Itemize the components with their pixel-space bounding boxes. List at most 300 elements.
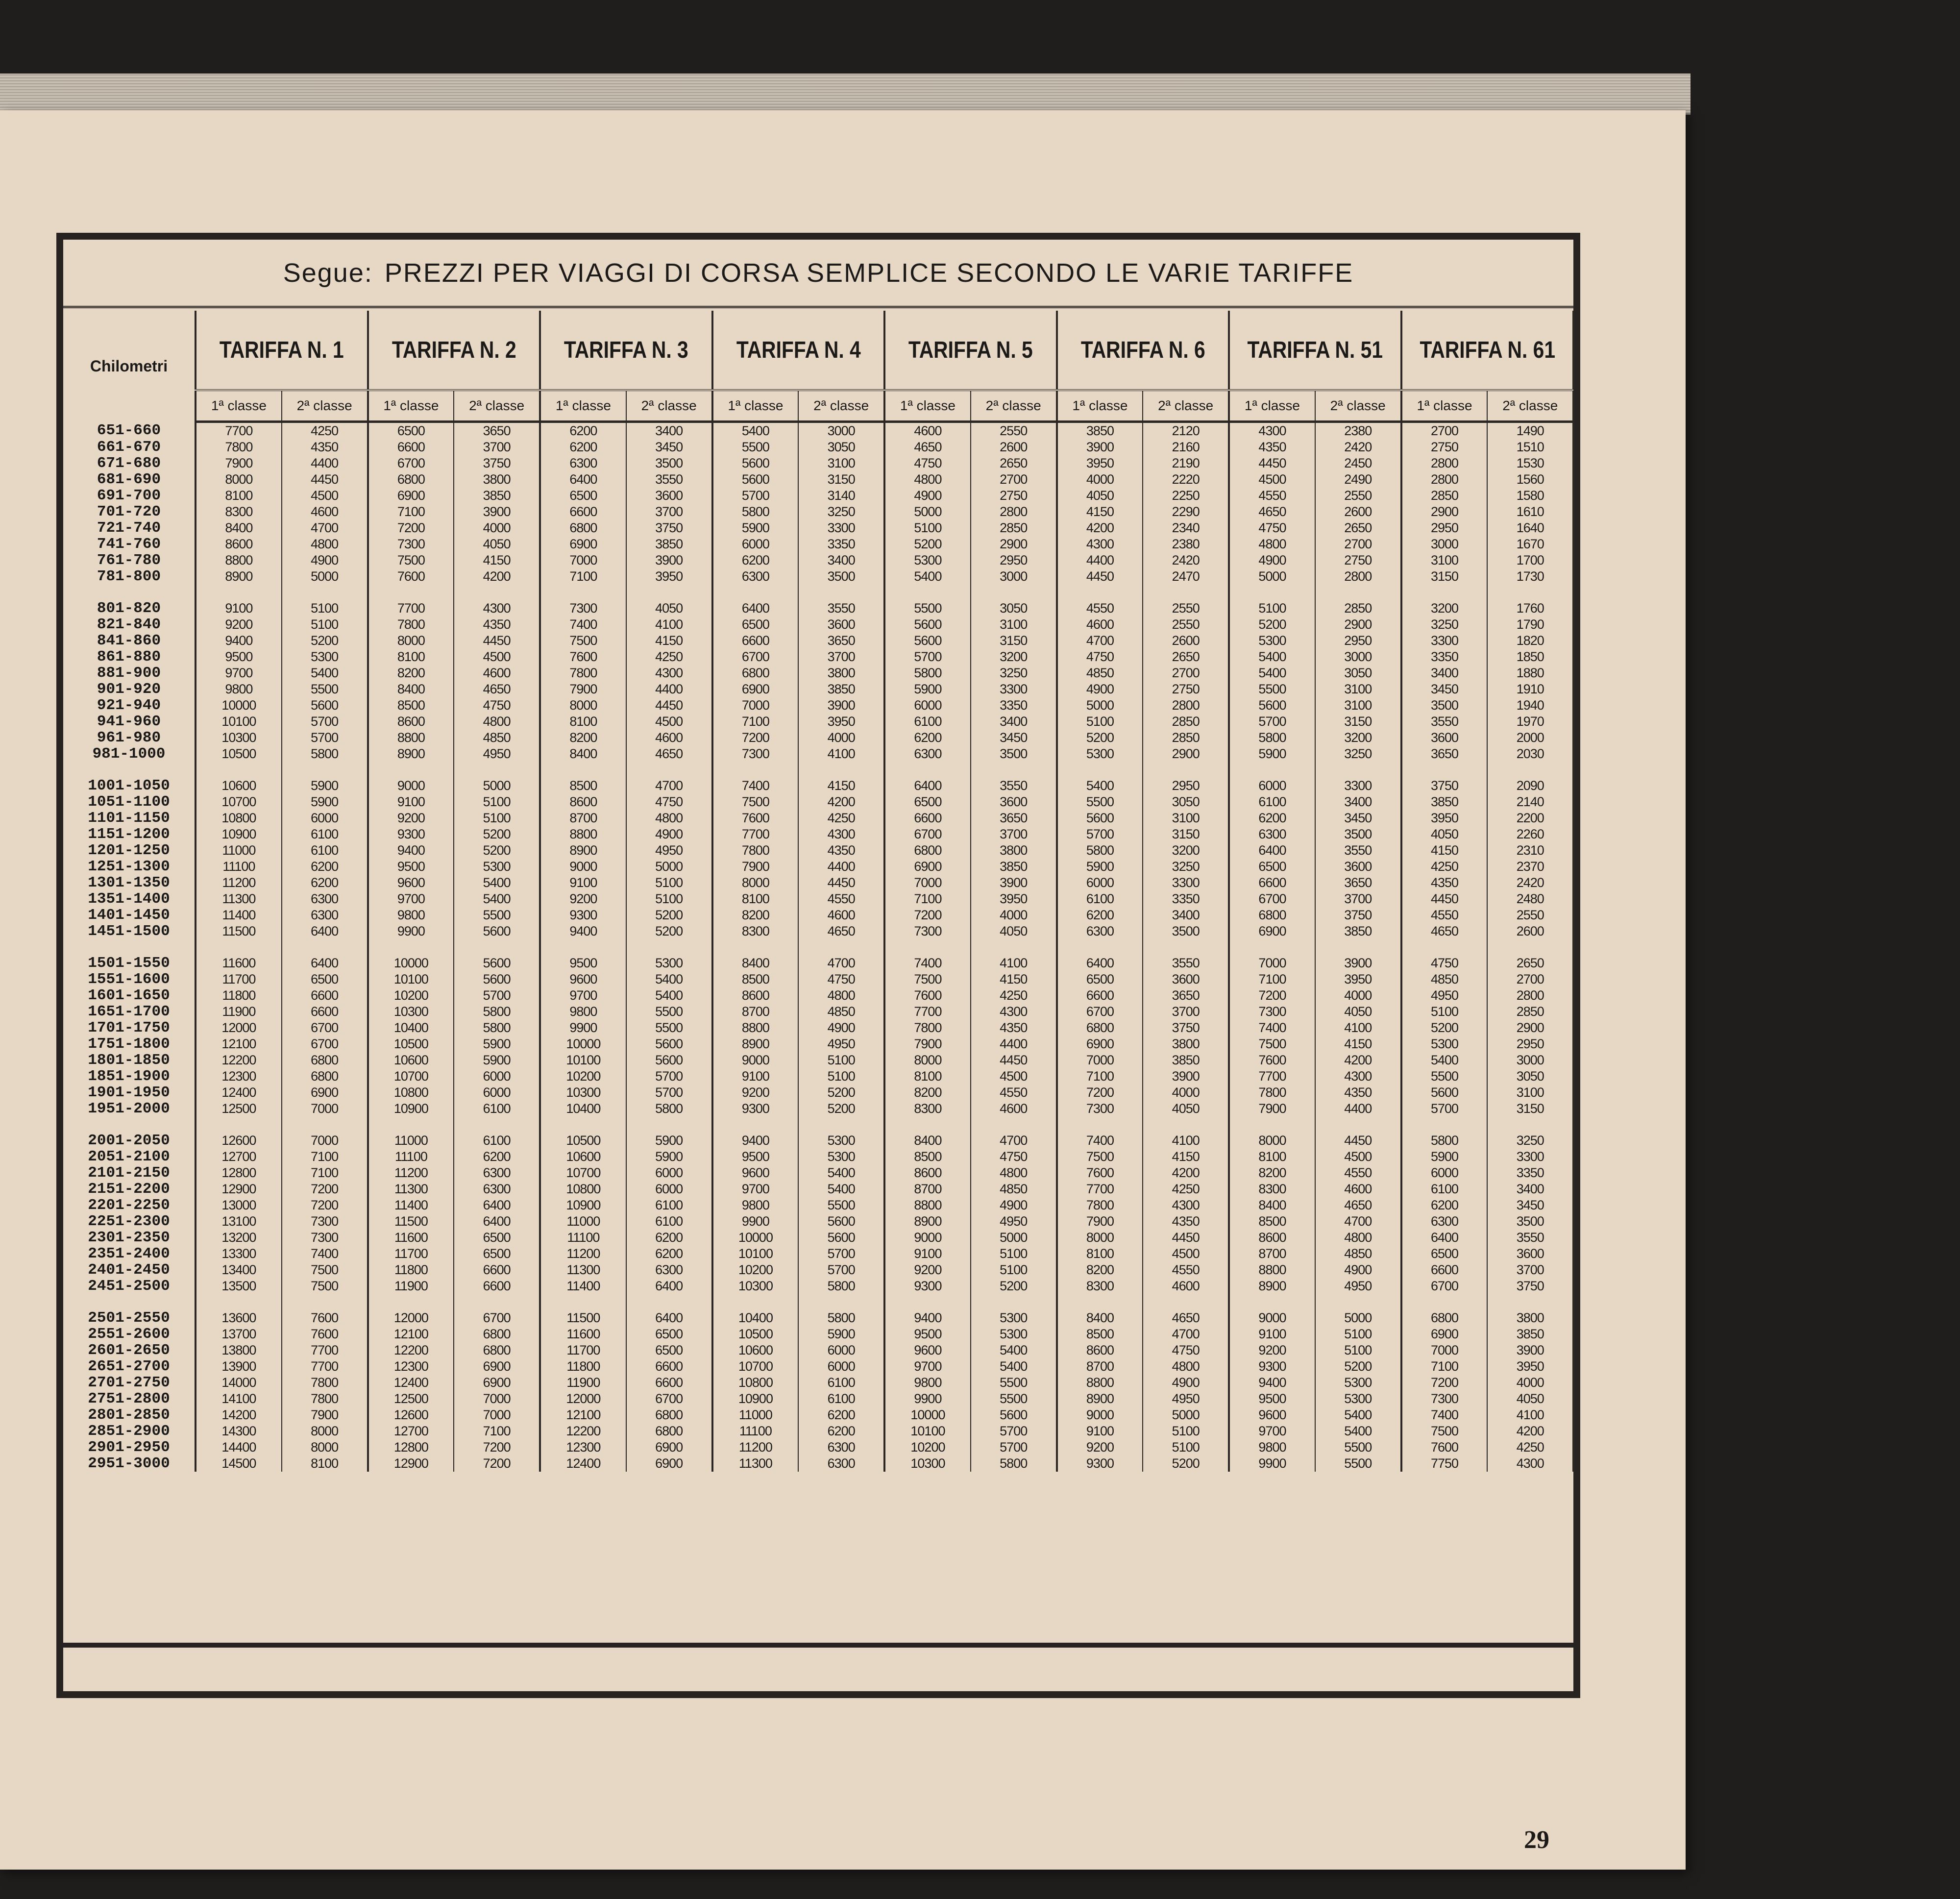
price-class2-cell: 4500	[1315, 1149, 1401, 1165]
price-class1-cell: 12600	[196, 1133, 282, 1149]
km-range-cell: 881-900	[63, 665, 196, 681]
price-class2-cell: 3700	[971, 826, 1057, 842]
price-class1-cell: 3350	[1401, 649, 1488, 665]
price-class1-cell: 7900	[1229, 1101, 1315, 1117]
price-class2-cell: 7600	[282, 1310, 368, 1326]
table-row	[63, 1165, 1573, 1181]
price-class2-cell: 4600	[282, 504, 368, 520]
price-class1-cell: 10500	[712, 1326, 799, 1342]
separator-cell	[540, 762, 626, 778]
class1-header: 1ª classe	[368, 390, 454, 422]
price-class2-cell: 3100	[1315, 697, 1401, 714]
price-class2-cell: 2850	[1487, 1004, 1573, 1020]
price-class1-cell: 7300	[712, 746, 799, 762]
price-class1-cell: 4800	[1229, 536, 1315, 552]
separator-cell	[798, 1117, 884, 1133]
separator-cell	[798, 762, 884, 778]
km-range-cell: 681-690	[63, 471, 196, 488]
price-class1-cell: 12100	[368, 1326, 454, 1342]
price-class1-cell: 6500	[712, 617, 799, 633]
separator-cell	[1229, 1294, 1315, 1310]
price-class2-cell: 3550	[1487, 1230, 1573, 1246]
price-class2-cell: 5100	[971, 1262, 1057, 1278]
price-class2-cell: 2850	[971, 520, 1057, 536]
price-class1-cell: 6700	[1057, 1004, 1143, 1020]
separator-cell	[196, 762, 282, 778]
price-class1-cell: 5200	[884, 536, 971, 552]
table-row	[63, 1068, 1573, 1085]
price-class2-cell: 5500	[626, 1004, 712, 1020]
price-class2-cell: 2650	[1487, 955, 1573, 971]
table-row	[63, 649, 1573, 665]
price-class1-cell: 2900	[1401, 504, 1488, 520]
price-class1-cell: 11600	[540, 1326, 626, 1342]
price-class2-cell: 3000	[971, 568, 1057, 585]
class2-header: 2ª classe	[282, 390, 368, 422]
price-class1-cell: 9100	[884, 1246, 971, 1262]
table-row	[63, 859, 1573, 875]
price-class1-cell: 6000	[1229, 778, 1315, 794]
price-class2-cell: 2850	[1143, 730, 1229, 746]
price-class2-cell: 2800	[971, 504, 1057, 520]
price-class2-cell: 4350	[454, 617, 540, 633]
separator-cell	[884, 585, 971, 600]
separator-cell	[1229, 939, 1315, 955]
price-class1-cell: 11000	[368, 1133, 454, 1149]
price-class1-cell: 6400	[1057, 955, 1143, 971]
price-class1-cell: 5100	[1401, 1004, 1488, 1020]
price-class2-cell: 5300	[798, 1133, 884, 1149]
price-class1-cell: 5600	[1057, 810, 1143, 826]
price-class1-cell: 7600	[1401, 1439, 1488, 1455]
table-row	[63, 1439, 1573, 1455]
price-class2-cell: 4400	[798, 859, 884, 875]
price-class1-cell: 7100	[368, 504, 454, 520]
price-class1-cell: 5400	[1229, 649, 1315, 665]
separator-cell	[368, 585, 454, 600]
km-range-cell: 901-920	[63, 681, 196, 697]
price-class1-cell: 3500	[1401, 697, 1488, 714]
separator-cell	[1143, 939, 1229, 955]
price-class1-cell: 9300	[540, 907, 626, 923]
price-class1-cell: 8000	[1057, 1230, 1143, 1246]
km-range-cell: 1351-1400	[63, 891, 196, 907]
price-class1-cell: 7600	[1229, 1052, 1315, 1068]
price-class2-cell: 4950	[798, 1036, 884, 1052]
separator-cell	[540, 939, 626, 955]
table-row	[63, 1036, 1573, 1052]
price-class1-cell: 9100	[712, 1068, 799, 1085]
price-class1-cell: 4650	[884, 439, 971, 455]
price-class1-cell: 12400	[368, 1375, 454, 1391]
km-range-cell: 2901-2950	[63, 1439, 196, 1455]
price-class2-cell: 4900	[1315, 1262, 1401, 1278]
km-range-cell: 841-860	[63, 633, 196, 649]
price-class2-cell: 3400	[626, 422, 712, 440]
price-class1-cell: 6400	[540, 471, 626, 488]
price-class2-cell: 3550	[798, 600, 884, 617]
price-class2-cell: 5400	[1315, 1423, 1401, 1439]
price-class2-cell: 3250	[1487, 1133, 1573, 1149]
table-row	[63, 488, 1573, 504]
price-class2-cell: 3400	[1315, 794, 1401, 810]
table-row	[63, 730, 1573, 746]
price-class2-cell: 3550	[626, 471, 712, 488]
price-class1-cell: 7400	[884, 955, 971, 971]
price-class2-cell: 4700	[282, 520, 368, 536]
price-class1-cell: 13100	[196, 1213, 282, 1230]
price-class1-cell: 6000	[712, 536, 799, 552]
price-class1-cell: 10800	[196, 810, 282, 826]
price-class1-cell: 10000	[884, 1407, 971, 1423]
price-class1-cell: 5500	[884, 600, 971, 617]
price-class1-cell: 5500	[1057, 794, 1143, 810]
price-class2-cell: 1760	[1487, 600, 1573, 617]
price-class1-cell: 11800	[540, 1358, 626, 1375]
price-class2-cell: 3800	[1143, 1036, 1229, 1052]
price-class2-cell: 3800	[454, 471, 540, 488]
price-class1-cell: 12700	[368, 1423, 454, 1439]
price-class1-cell: 4650	[1229, 504, 1315, 520]
km-range-cell: 671-680	[63, 455, 196, 471]
price-class1-cell: 5800	[1229, 730, 1315, 746]
price-class2-cell: 2420	[1143, 552, 1229, 568]
group-separator	[63, 1117, 1573, 1133]
table-row	[63, 955, 1573, 971]
price-class1-cell: 6200	[712, 552, 799, 568]
price-class1-cell: 12200	[196, 1052, 282, 1068]
price-class1-cell: 6700	[712, 649, 799, 665]
price-class1-cell: 8900	[712, 1036, 799, 1052]
price-class1-cell: 4900	[884, 488, 971, 504]
price-class1-cell: 11700	[368, 1246, 454, 1262]
price-class1-cell: 7700	[1229, 1068, 1315, 1085]
tariff-header: TARIFFA N. 61	[1414, 311, 1561, 390]
price-class2-cell: 1880	[1487, 665, 1573, 681]
price-class1-cell: 8300	[1057, 1278, 1143, 1294]
price-class1-cell: 8600	[368, 714, 454, 730]
price-class2-cell: 2450	[1315, 455, 1401, 471]
price-class2-cell: 3400	[1487, 1181, 1573, 1197]
price-class2-cell: 5000	[1143, 1407, 1229, 1423]
separator-cell	[712, 762, 799, 778]
price-class1-cell: 10200	[540, 1068, 626, 1085]
price-class1-cell: 7400	[712, 778, 799, 794]
price-class1-cell: 9100	[1057, 1423, 1143, 1439]
separator-cell	[63, 1294, 196, 1310]
price-class2-cell: 5800	[454, 1020, 540, 1036]
price-class1-cell: 8100	[1229, 1149, 1315, 1165]
price-class2-cell: 2700	[1143, 665, 1229, 681]
price-class2-cell: 3350	[971, 697, 1057, 714]
price-class2-cell: 3850	[1143, 1052, 1229, 1068]
separator-cell	[1057, 762, 1143, 778]
km-range-cell: 1851-1900	[63, 1068, 196, 1085]
price-class2-cell: 1580	[1487, 488, 1573, 504]
price-class2-cell: 4000	[454, 520, 540, 536]
price-class2-cell: 4650	[626, 746, 712, 762]
price-class1-cell: 4050	[1401, 826, 1488, 842]
price-class2-cell: 6900	[454, 1358, 540, 1375]
price-class1-cell: 11300	[196, 891, 282, 907]
price-class2-cell: 3000	[1487, 1052, 1573, 1068]
price-class2-cell: 2550	[1315, 488, 1401, 504]
price-class1-cell: 8900	[1229, 1278, 1315, 1294]
km-range-cell: 781-800	[63, 568, 196, 585]
price-class1-cell: 10100	[884, 1423, 971, 1439]
price-class1-cell: 3850	[1401, 794, 1488, 810]
price-class2-cell: 4450	[971, 1052, 1057, 1068]
price-class2-cell: 4550	[798, 891, 884, 907]
price-class2-cell: 3950	[1315, 971, 1401, 987]
table-row	[63, 439, 1573, 455]
price-class2-cell: 3750	[1143, 1020, 1229, 1036]
km-range-cell: 921-940	[63, 697, 196, 714]
price-class1-cell: 5700	[1057, 826, 1143, 842]
price-class2-cell: 3100	[971, 617, 1057, 633]
price-class2-cell: 2480	[1487, 891, 1573, 907]
price-class1-cell: 7200	[368, 520, 454, 536]
price-class1-cell: 6800	[712, 665, 799, 681]
price-class1-cell: 11200	[540, 1246, 626, 1262]
price-class2-cell: 3500	[798, 568, 884, 585]
price-class1-cell: 11300	[712, 1455, 799, 1472]
price-class1-cell: 5400	[1057, 778, 1143, 794]
price-class2-cell: 4700	[1143, 1326, 1229, 1342]
price-class1-cell: 6300	[712, 568, 799, 585]
price-class2-cell: 6800	[626, 1423, 712, 1439]
price-class1-cell: 8100	[1057, 1246, 1143, 1262]
price-class2-cell: 3400	[971, 714, 1057, 730]
price-class2-cell: 1700	[1487, 552, 1573, 568]
price-class2-cell: 6200	[282, 859, 368, 875]
km-range-cell: 2701-2750	[63, 1375, 196, 1391]
price-class2-cell: 4650	[1143, 1310, 1229, 1326]
separator-cell	[971, 762, 1057, 778]
price-class1-cell: 4600	[884, 422, 971, 440]
price-class2-cell: 3150	[798, 471, 884, 488]
price-class1-cell: 7100	[540, 568, 626, 585]
price-class1-cell: 4050	[1057, 488, 1143, 504]
price-class1-cell: 8200	[1229, 1165, 1315, 1181]
price-class1-cell: 6800	[1401, 1310, 1488, 1326]
price-class1-cell: 9900	[884, 1391, 971, 1407]
price-class2-cell: 4150	[971, 971, 1057, 987]
price-class1-cell: 9800	[1229, 1439, 1315, 1455]
price-class1-cell: 7100	[712, 714, 799, 730]
price-class2-cell: 4300	[971, 1004, 1057, 1020]
price-class1-cell: 6500	[540, 488, 626, 504]
separator-cell	[1401, 939, 1488, 955]
price-class2-cell: 6600	[626, 1375, 712, 1391]
price-class1-cell: 9400	[368, 842, 454, 859]
price-class2-cell: 7800	[282, 1391, 368, 1407]
price-class2-cell: 5000	[626, 859, 712, 875]
price-class1-cell: 8400	[1229, 1197, 1315, 1213]
price-class1-cell: 9200	[540, 891, 626, 907]
price-class2-cell: 2700	[1315, 536, 1401, 552]
price-class1-cell: 9500	[1229, 1391, 1315, 1407]
price-class1-cell: 4450	[1401, 891, 1488, 907]
price-class2-cell: 2900	[1143, 746, 1229, 762]
price-class1-cell: 11300	[368, 1181, 454, 1197]
price-class2-cell: 1640	[1487, 520, 1573, 536]
price-class1-cell: 12800	[196, 1165, 282, 1181]
price-class1-cell: 3550	[1401, 714, 1488, 730]
price-class2-cell: 4950	[971, 1213, 1057, 1230]
separator-cell	[63, 1117, 196, 1133]
price-class2-cell: 2140	[1487, 794, 1573, 810]
price-class2-cell: 6200	[626, 1246, 712, 1262]
table-row	[63, 471, 1573, 488]
price-class2-cell: 6500	[626, 1342, 712, 1358]
price-class1-cell: 7400	[1057, 1133, 1143, 1149]
price-class1-cell: 4550	[1229, 488, 1315, 504]
km-range-cell: 1401-1450	[63, 907, 196, 923]
price-class2-cell: 2900	[971, 536, 1057, 552]
price-class2-cell: 6100	[282, 826, 368, 842]
price-class2-cell: 4600	[1315, 1181, 1401, 1197]
km-range-cell: 2651-2700	[63, 1358, 196, 1375]
price-class2-cell: 5500	[1315, 1439, 1401, 1455]
price-class1-cell: 7300	[540, 600, 626, 617]
price-class2-cell: 2380	[1315, 422, 1401, 440]
price-class1-cell: 9300	[368, 826, 454, 842]
price-class2-cell: 5700	[454, 987, 540, 1004]
separator-cell	[63, 762, 196, 778]
price-class2-cell: 5100	[626, 875, 712, 891]
price-class1-cell: 9800	[540, 1004, 626, 1020]
price-class2-cell: 5400	[454, 891, 540, 907]
price-class1-cell: 8000	[196, 471, 282, 488]
price-class2-cell: 2200	[1487, 810, 1573, 826]
price-class2-cell: 2370	[1487, 859, 1573, 875]
separator-cell	[971, 585, 1057, 600]
price-class2-cell: 3900	[798, 697, 884, 714]
price-class2-cell: 7900	[282, 1407, 368, 1423]
price-class2-cell: 4450	[282, 471, 368, 488]
table-row	[63, 568, 1573, 585]
price-class2-cell: 3500	[1143, 923, 1229, 939]
price-class2-cell: 7700	[282, 1342, 368, 1358]
price-class1-cell: 4850	[1401, 971, 1488, 987]
price-class1-cell: 10700	[540, 1165, 626, 1181]
km-range-cell: 1501-1550	[63, 955, 196, 971]
price-class2-cell: 3550	[1143, 955, 1229, 971]
price-class1-cell: 8100	[196, 488, 282, 504]
price-class2-cell: 4300	[454, 600, 540, 617]
price-class1-cell: 10700	[712, 1358, 799, 1375]
separator-cell	[454, 939, 540, 955]
price-class2-cell: 4050	[1315, 1004, 1401, 1020]
price-class1-cell: 9200	[1229, 1342, 1315, 1358]
price-class2-cell: 3900	[626, 552, 712, 568]
table-row	[63, 633, 1573, 649]
km-range-cell: 2351-2400	[63, 1246, 196, 1262]
table-row	[63, 1101, 1573, 1117]
table-row	[63, 1197, 1573, 1213]
price-class1-cell: 10000	[196, 697, 282, 714]
price-class1-cell: 9100	[540, 875, 626, 891]
price-class2-cell: 6100	[798, 1375, 884, 1391]
price-class1-cell: 10400	[368, 1020, 454, 1036]
price-class2-cell: 2470	[1143, 568, 1229, 585]
price-class1-cell: 10100	[196, 714, 282, 730]
price-class2-cell: 3600	[971, 794, 1057, 810]
separator-cell	[1315, 1294, 1401, 1310]
price-class2-cell: 6900	[282, 1085, 368, 1101]
price-class2-cell: 4000	[1487, 1375, 1573, 1391]
price-class1-cell: 3150	[1401, 568, 1488, 585]
price-class2-cell: 4800	[626, 810, 712, 826]
price-class1-cell: 5400	[1401, 1052, 1488, 1068]
tariff-table-body	[63, 422, 1573, 1472]
separator-cell	[1487, 1117, 1573, 1133]
price-class2-cell: 2650	[1143, 649, 1229, 665]
price-class2-cell: 5200	[971, 1278, 1057, 1294]
price-class2-cell: 6300	[282, 891, 368, 907]
separator-cell	[282, 1117, 368, 1133]
price-class2-cell: 4200	[1143, 1165, 1229, 1181]
price-class1-cell: 12200	[540, 1423, 626, 1439]
price-class1-cell: 6400	[884, 778, 971, 794]
price-class1-cell: 6000	[884, 697, 971, 714]
price-class1-cell: 9700	[712, 1181, 799, 1197]
price-class1-cell: 7100	[1401, 1358, 1488, 1375]
price-class2-cell: 2800	[1487, 987, 1573, 1004]
price-class1-cell: 7300	[1229, 1004, 1315, 1020]
price-class1-cell: 7900	[884, 1036, 971, 1052]
km-range-cell: 1001-1050	[63, 778, 196, 794]
table-row	[63, 746, 1573, 762]
price-class2-cell: 5300	[1315, 1391, 1401, 1407]
price-class2-cell: 4750	[626, 794, 712, 810]
table-row	[63, 971, 1573, 987]
tariff-table	[63, 311, 1574, 1472]
price-class2-cell: 7100	[454, 1423, 540, 1439]
price-class2-cell: 7100	[282, 1149, 368, 1165]
price-class1-cell: 10300	[540, 1085, 626, 1101]
price-class2-cell: 6700	[454, 1310, 540, 1326]
price-class2-cell: 3250	[1315, 746, 1401, 762]
price-class2-cell: 5100	[282, 617, 368, 633]
price-class1-cell: 8800	[1057, 1375, 1143, 1391]
price-class1-cell: 7000	[1057, 1052, 1143, 1068]
price-class2-cell: 5600	[626, 1036, 712, 1052]
class2-header: 2ª classe	[454, 390, 540, 422]
separator-cell	[63, 585, 196, 600]
price-class2-cell: 5600	[454, 955, 540, 971]
price-class1-cell: 11100	[540, 1230, 626, 1246]
price-class2-cell: 3200	[971, 649, 1057, 665]
price-class2-cell: 5300	[1315, 1375, 1401, 1391]
price-class2-cell: 4900	[798, 1020, 884, 1036]
class-header-row	[63, 390, 1573, 422]
price-class1-cell: 10800	[368, 1085, 454, 1101]
price-class1-cell: 14000	[196, 1375, 282, 1391]
price-class2-cell: 3400	[1143, 907, 1229, 923]
price-class1-cell: 6500	[884, 794, 971, 810]
km-range-cell: 2151-2200	[63, 1181, 196, 1197]
price-class2-cell: 4800	[454, 714, 540, 730]
price-class2-cell: 4900	[282, 552, 368, 568]
price-class1-cell: 5000	[1229, 568, 1315, 585]
price-class1-cell: 8000	[368, 633, 454, 649]
price-class2-cell: 5200	[454, 842, 540, 859]
price-class1-cell: 12500	[368, 1391, 454, 1407]
price-class2-cell: 5900	[798, 1326, 884, 1342]
price-class1-cell: 6500	[368, 422, 454, 440]
